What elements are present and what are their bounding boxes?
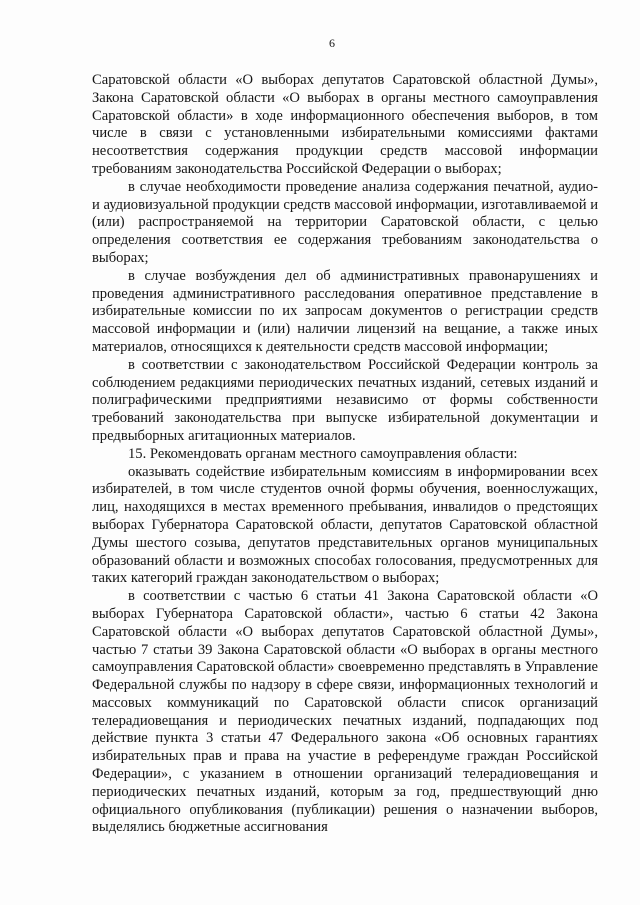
page-number: 6 xyxy=(329,36,335,50)
paragraph-assist-commissions: оказывать содействие избирательным комиссиям в информировании всех избирателей, в том числе студентов очной формы обучения, военнослужащих, лиц, находящихся в местах временного пребывания, инвалидов о предстоящих выборах Губернатора Саратовской области, депутатов Саратовской областной Думы шестого созыва, депутатов представительных органов муниципальных образований области и возможных способах голосования, предусмотренных для таких категорий граждан законодательством о выборах; xyxy=(92,463,598,587)
paragraph-item-15: 15. Рекомендовать органам местного самоуправления области: xyxy=(128,445,518,462)
paragraph-submit-list: в соответствии с частью 6 статьи 41 Закона Саратовской области «О выборах Губернатора Саратовской области», частью 6 статьи 42 Закона Саратовской области «О выборах депутатов Саратовской областной Думы», частью 7 статьи 39 Закона Саратовской области «О выборах в органы местного самоуправления Саратовской области» своевременно представлять в Управление Федеральной службы по надзору в сфере связи, информационных технологий и массовых коммуникаций по Саратовской области список организаций телерадиовещания и периодических печатных изданий, подпадающих под действие пункта 3 статьи 47 Федерального закона «Об основных гарантиях избирательных прав и права на участие в референдуме граждан Российской Федерации», с указанием в отношении организаций телерадиовещания и периодических печатных изданий, которым за год, предшествующий дню официального опубликования (публикации) решения о назначении выборов, выделялись бюджетные ассигнования xyxy=(92,588,598,836)
paragraph-continuation: Саратовской области «О выборах депутатов Саратовской областной Думы», Закона Саратовской области «О выборах в органы местного самоуправления Саратовской области» в ходе информационного обеспечения выборов, в том числе в связи с установленными избирательными комиссиями фактами несоответствия содержания продукции средств массовой информации требованиям законодательства Российской Федерации о выборах; xyxy=(92,72,598,177)
paragraph-analysis: в случае необходимости проведение анализа содержания печатной, аудио- и аудиовизуальной продукции средств массовой информации, изготавливаемой и (или) распространяемой на территории Саратовской области, с целью определения соответствия ее содержания требованиям законодательства о выборах; xyxy=(92,178,599,266)
paragraph-administrative-cases: в случае возбуждения дел об административных правонарушениях и проведения административного расследования оперативное представление в избирательные комиссии по их запросам документов о регистрации средств массовой информации и (или) наличии лицензий на вещание, а также иных материалов, относящихся к деятельности средств массовой информации; xyxy=(92,267,598,355)
paragraph-compliance-control: в соответствии с законодательством Российской Федерации контроль за соблюдением редакциями периодических печатных изданий, сетевых изданий и полиграфическими предприятиями независимо от формы собственности требований законодательства при выпуске избирательной документации и предвыборных агитационных материалов. xyxy=(92,356,598,444)
document-body xyxy=(92,72,598,837)
